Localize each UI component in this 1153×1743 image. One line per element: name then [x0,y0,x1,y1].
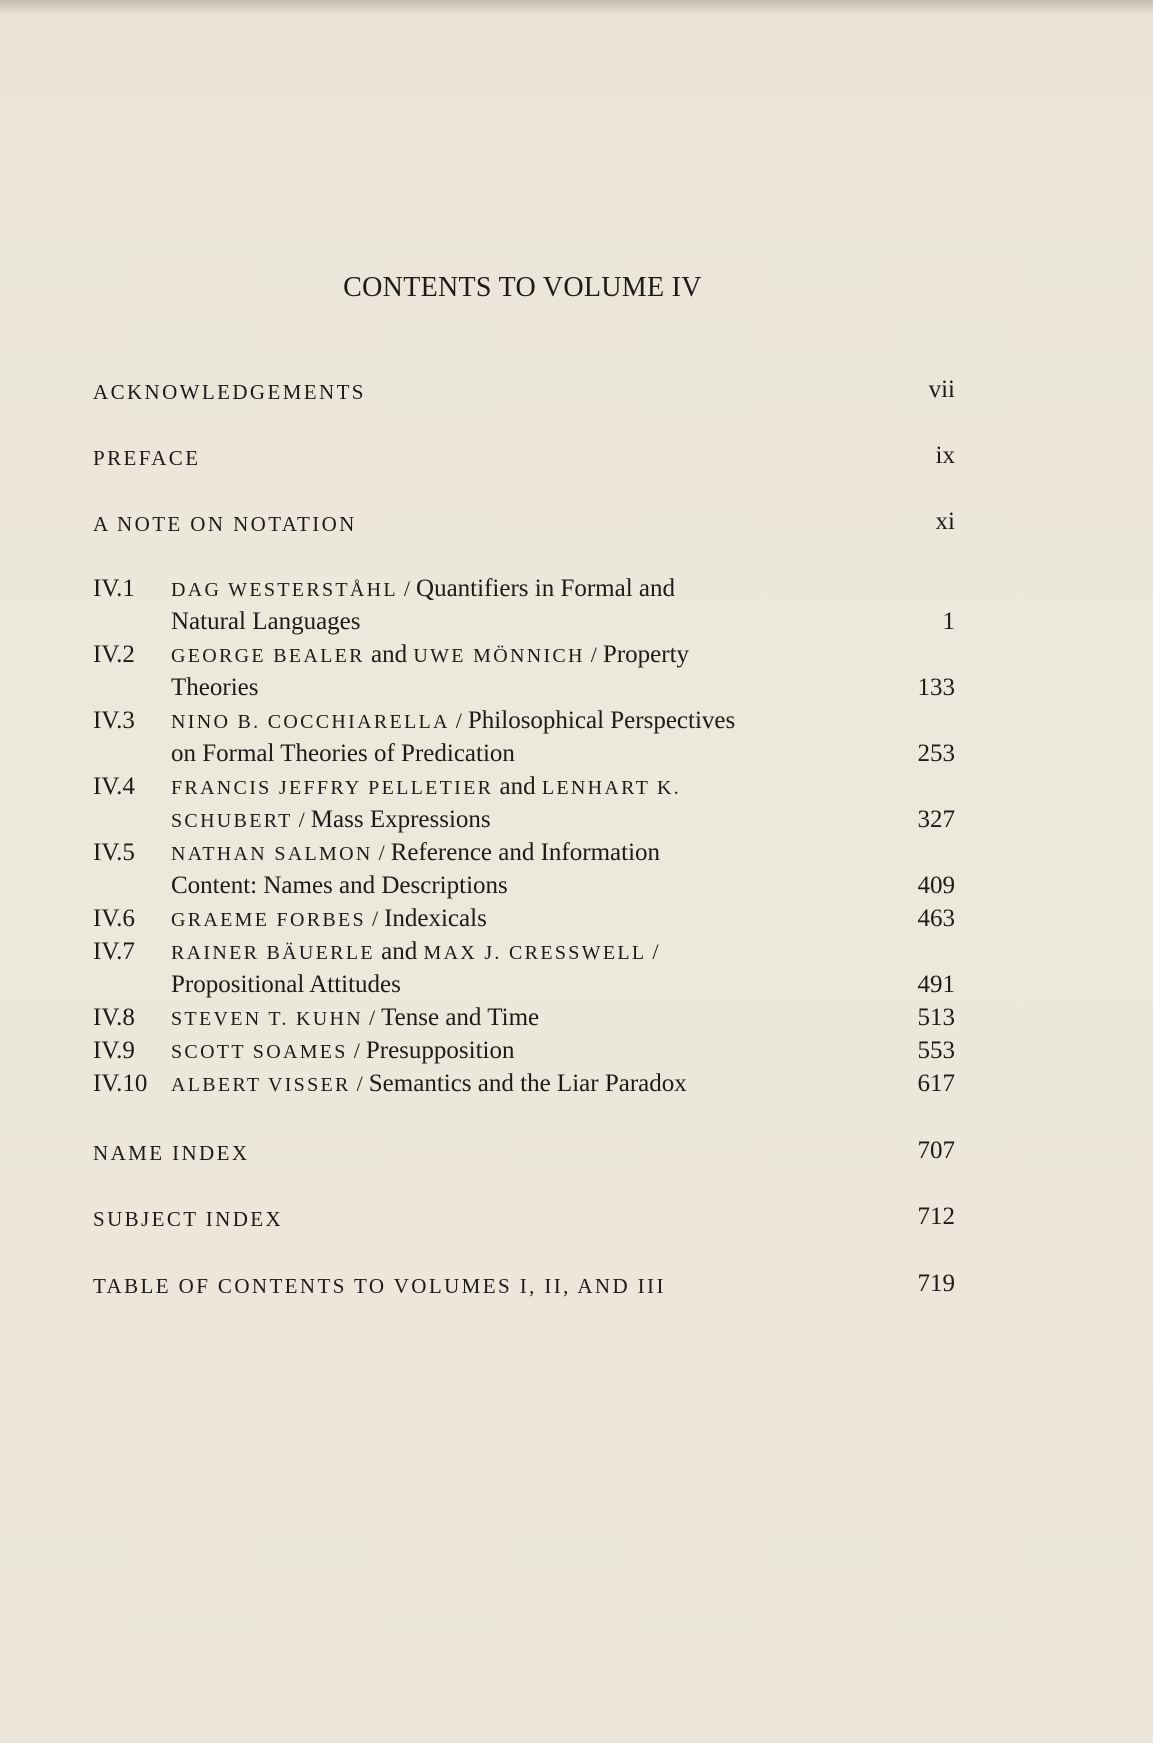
chapter-authors: GRAEME FORBES [171,909,366,931]
chapter-author-2: MAX J. CRESSWELL [423,942,647,964]
chapter-title: Reference and Information [390,839,661,866]
page-title: CONTENTS TO VOLUME IV [343,272,702,303]
chapter-title: Tense and Time [381,1004,540,1031]
chapter-page: 491 [917,971,955,998]
chapter-author-2-continued: SCHUBERT [171,810,293,832]
entry-label: A NOTE ON NOTATION [93,512,357,536]
chapter-page: 409 [917,872,955,899]
chapter-title: Semantics and the Liar Paradox [368,1070,687,1097]
chapter-page: 513 [917,1004,955,1031]
toc-entry-note-on-notation [93,508,955,542]
separator: / [378,840,385,865]
separator: / [590,642,597,667]
toc-entry-other-volumes [93,1270,955,1304]
separator: / [403,576,411,601]
toc-entry-subject-index [93,1203,955,1237]
chapter-page: 253 [917,740,955,767]
chapter-line-1 [171,641,689,669]
chapter-line-2 [171,806,491,834]
chapter-title: Indexicals [384,905,487,932]
chapter-page: 327 [917,806,955,833]
entry-label: ACKNOWLEDGEMENTS [93,380,366,404]
chapter-number: IV.9 [93,1037,135,1064]
separator: / [455,708,462,733]
chapter-page: 1 [942,608,955,635]
chapter-line-1 [171,707,735,735]
entry-page: 712 [917,1203,955,1230]
chapter-page: 463 [917,905,955,932]
toc-entry-name-index [93,1137,955,1171]
chapter-line-1 [171,839,660,867]
entry-label: SUBJECT INDEX [93,1207,284,1231]
chapter-line-1 [171,905,487,933]
entry-label: PREFACE [93,446,201,470]
entry-page: 707 [917,1137,955,1164]
separator: / [353,1038,360,1063]
chapter-title: Philosophical Perspectives [467,707,736,734]
separator: / [298,807,305,832]
chapter-page: 553 [917,1037,955,1064]
chapter-author-2: LENHART K. [541,777,682,799]
separator: / [371,906,379,931]
chapter-title: Property [602,641,690,668]
chapter-author-1: GEORGE BEALER [171,645,365,667]
chapter-line-1 [171,1070,687,1098]
entry-page: xi [935,508,955,535]
chapter-number: IV.5 [93,839,135,866]
chapter-title-continued: Theories [171,674,259,701]
chapter-line-1 [171,575,675,603]
chapter-title-continued: Natural Languages [171,608,361,635]
toc-entry-preface [93,442,955,476]
chapter-author-2: UWE MÖNNICH [413,645,585,667]
chapter-author-1: FRANCIS JEFFRY PELLETIER [171,777,494,799]
chapter-title: Presupposition [365,1037,515,1064]
entry-label: NAME INDEX [93,1141,250,1165]
chapter-number: IV.7 [93,938,135,965]
chapter-title: Quantifiers in Formal and [416,575,676,602]
chapter-page: 617 [917,1070,955,1097]
chapter-number: IV.2 [93,641,135,668]
chapter-page: 133 [917,674,955,701]
chapter-number: IV.1 [93,575,135,602]
author-conjunction: and [499,773,536,800]
chapter-authors: NINO B. COCCHIARELLA [171,711,450,733]
chapter-line-1 [171,773,681,801]
entry-label: TABLE OF CONTENTS TO VOLUMES I, II, AND III [93,1274,666,1298]
chapter-line-1 [171,1037,514,1065]
chapter-line-1 [171,1004,539,1032]
entry-page: 719 [917,1270,955,1297]
chapter-authors: DAG WESTERSTÅHL [171,579,398,601]
chapter-title-continued: Propositional Attitudes [171,971,401,998]
chapter-author-1: RAINER BÄUERLE [171,942,375,964]
chapter-number: IV.4 [93,773,135,800]
chapter-line-1 [171,938,665,966]
chapter-authors: NATHAN SALMON [171,843,373,865]
author-conjunction: and [381,938,418,965]
separator: / [356,1071,363,1096]
separator: / [369,1005,376,1030]
entry-page: vii [928,376,955,403]
page-edge-shadow [0,0,1153,14]
chapter-number: IV.10 [93,1070,148,1097]
chapter-authors: ALBERT VISSER [171,1074,351,1096]
entry-page: ix [935,442,955,469]
author-conjunction: and [371,641,408,668]
chapter-authors: STEVEN T. KUHN [171,1008,364,1030]
chapter-number: IV.3 [93,707,135,734]
chapter-title: Mass Expressions [310,806,491,833]
chapter-title-continued: Content: Names and Descriptions [171,872,508,899]
toc-entry-acknowledgements [93,376,955,410]
chapter-number: IV.6 [93,905,135,932]
chapter-title-continued: on Formal Theories of Predication [171,740,515,767]
chapter-number: IV.8 [93,1004,135,1031]
chapter-authors: SCOTT SOAMES [171,1041,348,1063]
separator: / [652,939,659,964]
